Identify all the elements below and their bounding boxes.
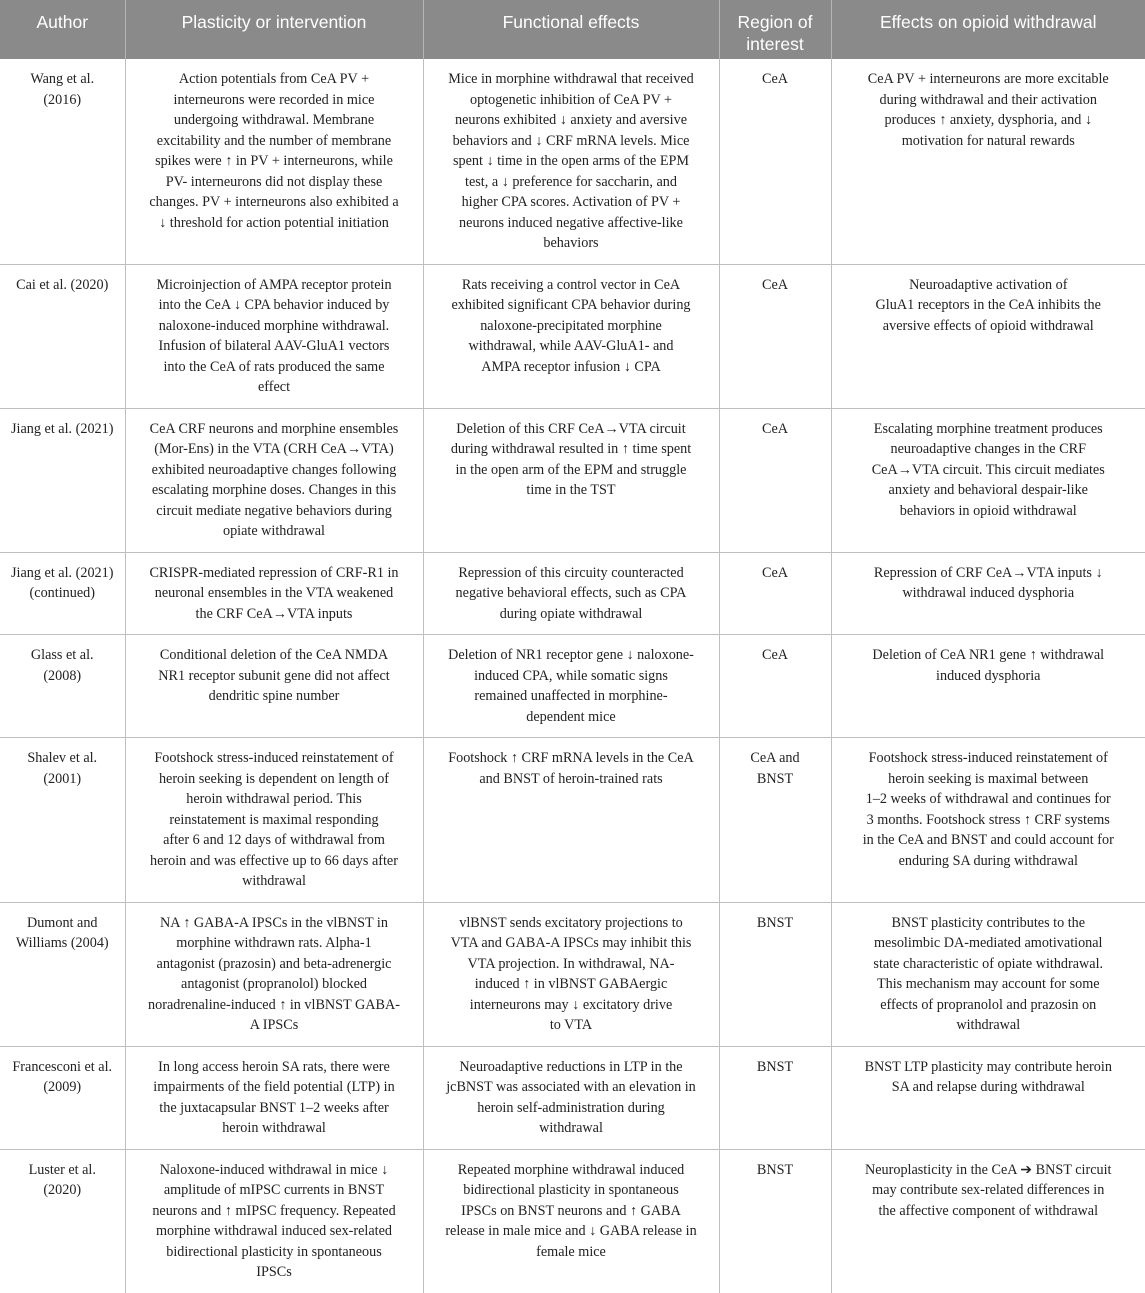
cell-text-line: neuronal ensembles in the VTA weakened xyxy=(154,585,394,601)
table-row xyxy=(0,635,1145,738)
plasticity-cell xyxy=(125,902,423,1046)
functional-effects-cell xyxy=(423,738,719,903)
cell-text-line: Neuroadaptive reductions in LTP in the xyxy=(459,1058,683,1075)
withdrawal-effects-cell xyxy=(831,264,1145,408)
region-cell xyxy=(719,738,831,903)
table-row xyxy=(0,902,1145,1046)
cell-text-line: Footshock ↑ CRF mRNA levels in the CeA xyxy=(448,750,694,766)
functional-effects-cell xyxy=(423,408,719,552)
cell-text-line: Dumont and xyxy=(26,914,98,931)
table-row xyxy=(0,1149,1145,1293)
cell-text-line: CeA PV + interneurons are more excitable xyxy=(867,71,1109,87)
region-cell xyxy=(719,1149,831,1293)
cell-text-line: Neuroplasticity in the CeA ➔ BNST circuit xyxy=(865,1161,1112,1178)
cell-text-line: the juxtacapsular BNST 1–2 weeks after xyxy=(159,1099,389,1116)
author-cell xyxy=(0,552,125,635)
table-row xyxy=(0,59,1145,264)
region-cell xyxy=(719,552,831,635)
withdrawal-effects-cell xyxy=(831,635,1145,738)
cell-text-line: Wang et al. xyxy=(30,71,95,87)
cell-text-line: 3 months. Footshock stress ↑ CRF systems xyxy=(866,811,1110,828)
cell-text-line: BNST xyxy=(756,914,794,931)
header-plasticity: Plasticity or intervention xyxy=(125,0,423,59)
cell-text-line: Action potentials from CeA PV + xyxy=(178,71,370,87)
cell-text-line: remained unaffected in morphine- xyxy=(474,688,668,704)
author-cell xyxy=(0,1046,125,1149)
cell-text-line: heroin seeking is maximal between xyxy=(888,770,1089,787)
cell-text-line: enduring SA during withdrawal xyxy=(898,852,1078,869)
cell-text-line: CeA xyxy=(761,564,788,581)
cell-text-line: NA ↑ GABA-A IPSCs in the vlBNST in xyxy=(160,914,388,931)
cell-text-line: Deletion of this CRF CeA→VTA circuit xyxy=(456,420,686,437)
cell-text-line: withdrawal induced dysphoria xyxy=(902,585,1075,601)
cell-text-line: interneurons may ↓ excitatory drive xyxy=(469,996,673,1013)
cell-text-line: heroin withdrawal xyxy=(222,1120,326,1136)
cell-text-line: (2020) xyxy=(43,1182,82,1198)
cell-text-line: neuroadaptive changes in the CRF xyxy=(890,441,1086,457)
cell-text-line: Footshock stress-induced reinstatement of xyxy=(868,750,1108,766)
cell-text-line: exhibited significant CPA behavior during xyxy=(451,297,691,313)
cell-text-line: test, a ↓ preference for saccharin, and xyxy=(465,173,677,190)
cell-text-line: Microinjection of AMPA receptor protein xyxy=(156,276,392,293)
cell-text-line: Luster et al. xyxy=(28,1161,96,1178)
header-effects-on-withdrawal: Effects on opioid withdrawal xyxy=(831,0,1145,59)
cell-text-line: PV- interneurons did not display these xyxy=(165,173,383,190)
cell-text-line: AMPA receptor infusion ↓ CPA xyxy=(481,358,661,375)
withdrawal-effects-cell xyxy=(831,738,1145,903)
cell-text-line: undergoing withdrawal. Membrane xyxy=(173,112,375,128)
cell-text-line: optogenetic inhibition of CeA PV + xyxy=(469,91,673,108)
functional-effects-cell xyxy=(423,59,719,264)
cell-text-line: BNST plasticity contributes to the xyxy=(891,914,1086,931)
cell-text-line: behaviors in opioid withdrawal xyxy=(899,502,1077,519)
cell-text-line: naloxone-precipitated morphine xyxy=(480,317,662,334)
cell-text-line: the affective component of withdrawal xyxy=(878,1202,1099,1219)
cell-text-line: anxiety and behavioral despair-like xyxy=(888,482,1088,498)
author-cell xyxy=(0,59,125,264)
cell-text-line: induced CPA, while somatic signs xyxy=(474,667,668,684)
cell-text-line: VTA and GABA-A IPSCs may inhibit this xyxy=(450,935,692,951)
region-cell xyxy=(719,1046,831,1149)
cell-text-line: may contribute sex-related differences in xyxy=(872,1182,1105,1198)
plasticity-cell xyxy=(125,1149,423,1293)
cell-text-line: IPSCs xyxy=(256,1264,292,1280)
cell-text-line: circuit mediate negative behaviors during xyxy=(156,502,392,519)
cell-text-line: higher CPA scores. Activation of PV + xyxy=(461,194,681,210)
functional-effects-cell xyxy=(423,1149,719,1293)
cell-text-line: excitability and the number of membrane xyxy=(156,132,392,149)
cell-text-line: mesolimbic DA-mediated amotivational xyxy=(873,935,1103,951)
functional-effects-cell xyxy=(423,635,719,738)
cell-text-line: into the CeA ↓ CPA behavior induced by xyxy=(158,297,390,313)
functional-effects-cell xyxy=(423,902,719,1046)
cell-text-line: (Mor-Ens) in the VTA (CRH CeA→VTA) xyxy=(154,441,394,457)
cell-text-line: withdrawal xyxy=(539,1120,603,1136)
cell-text-line: CeA CRF neurons and morphine ensembles xyxy=(149,420,399,437)
cell-text-line: spent ↓ time in the open arms of the EPM xyxy=(452,153,690,169)
cell-text-line: CeA→VTA circuit. This circuit mediates xyxy=(871,461,1105,478)
cell-text-line: spikes were ↑ in PV + interneurons, while xyxy=(155,153,393,169)
region-cell xyxy=(719,264,831,408)
cell-text-line: Jiang et al. (2021) xyxy=(11,420,114,437)
cell-text-line: impairments of the field potential (LTP) in xyxy=(153,1079,395,1095)
cell-text-line: BNST xyxy=(756,1058,794,1075)
cell-text-line: Francesconi et al. xyxy=(12,1058,113,1075)
plasticity-cell xyxy=(125,635,423,738)
cell-text-line: behaviors xyxy=(543,235,599,251)
cell-text-line: changes. PV + interneurons also exhibited a xyxy=(149,194,399,210)
functional-effects-cell xyxy=(423,552,719,635)
cell-text-line: CRISPR-mediated repression of CRF-R1 in xyxy=(149,564,399,581)
cell-text-line: IPSCs on BNST neurons and ↑ GABA xyxy=(461,1202,681,1219)
plasticity-cell xyxy=(125,59,423,264)
cell-text-line: Footshock stress-induced reinstatement of xyxy=(154,750,394,766)
cell-text-line: NR1 receptor subunit gene did not affect xyxy=(158,667,390,684)
cell-text-line: state characteristic of opiate withdrawal. xyxy=(873,955,1104,972)
cell-text-line: Neuroadaptive activation of xyxy=(909,276,1068,293)
withdrawal-effects-cell xyxy=(831,59,1145,264)
cell-text-line: Conditional deletion of the CeA NMDA xyxy=(159,647,389,663)
cell-text-line: jcBNST was associated with an elevation in xyxy=(446,1079,696,1095)
plasticity-cell xyxy=(125,1046,423,1149)
cell-text-line: withdrawal, while AAV-GluA1- and xyxy=(468,338,674,354)
withdrawal-effects-cell xyxy=(831,552,1145,635)
table-row xyxy=(0,264,1145,408)
plasticity-cell xyxy=(125,738,423,903)
cell-text-line: In long access heroin SA rats, there were xyxy=(158,1058,390,1075)
cell-text-line: CeA xyxy=(761,71,788,87)
cell-text-line: during withdrawal resulted in ↑ time spent xyxy=(450,441,692,457)
cell-text-line: (continued) xyxy=(29,585,95,601)
cell-text-line: neurons and ↑ mIPSC frequency. Repeated xyxy=(152,1202,396,1219)
cell-text-line: (2008) xyxy=(43,667,82,684)
author-cell xyxy=(0,264,125,408)
cell-text-line: in the CeA and BNST and could account for xyxy=(862,832,1114,848)
cell-text-line: Escalating morphine treatment produces xyxy=(873,420,1103,437)
cell-text-line: Repression of CRF CeA→VTA inputs ↓ xyxy=(873,564,1103,581)
functional-effects-cell xyxy=(423,264,719,408)
cell-text-line: release in male mice and ↓ GABA release in xyxy=(445,1223,697,1239)
cell-text-line: BNST xyxy=(756,770,794,787)
cell-text-line: Jiang et al. (2021) xyxy=(11,564,114,581)
region-cell xyxy=(719,59,831,264)
cell-text-line: bidirectional plasticity in spontaneous xyxy=(166,1243,382,1260)
cell-text-line: ↓ threshold for action potential initiation xyxy=(159,214,389,231)
cell-text-line: Naloxone-induced withdrawal in mice ↓ xyxy=(159,1161,389,1178)
cell-text-line: morphine withdrawn rats. Alpha-1 xyxy=(176,935,372,951)
cell-text-line: Williams (2004) xyxy=(15,935,109,951)
cell-text-line: VTA projection. In withdrawal, NA- xyxy=(467,955,675,972)
cell-text-line: noradrenaline-induced ↑ in vlBNST GABA- xyxy=(148,996,400,1013)
cell-text-line: heroin withdrawal period. This xyxy=(186,791,362,807)
withdrawal-effects-cell xyxy=(831,408,1145,552)
table-row xyxy=(0,738,1145,903)
cell-text-line: negative behavioral effects, such as CPA xyxy=(455,585,687,601)
cell-text-line: CeA xyxy=(761,276,788,293)
cell-text-line: induced dysphoria xyxy=(936,667,1041,684)
region-cell xyxy=(719,902,831,1046)
cell-text-line: motivation for natural rewards xyxy=(901,132,1075,149)
plasticity-cell xyxy=(125,552,423,635)
cell-text-line: 1–2 weeks of withdrawal and continues for xyxy=(865,791,1111,807)
cell-text-line: aversive effects of opioid withdrawal xyxy=(882,317,1094,334)
cell-text-line: dependent mice xyxy=(526,708,616,725)
cell-text-line: amplitude of mIPSC currents in BNST xyxy=(163,1182,385,1198)
cell-text-line: Glass et al. xyxy=(30,647,94,663)
header-row xyxy=(0,0,1145,59)
cell-text-line: produces ↑ anxiety, dysphoria, and ↓ xyxy=(884,112,1092,128)
cell-text-line: naloxone-induced morphine withdrawal. xyxy=(158,317,390,334)
cell-text-line: escalating morphine doses. Changes in this xyxy=(151,482,397,498)
table-row xyxy=(0,552,1145,635)
cell-text-line: morphine withdrawal induced sex-related xyxy=(156,1223,392,1239)
cell-text-line: antagonist (propranolol) blocked xyxy=(181,976,367,992)
cell-text-line: Cai et al. (2020) xyxy=(16,276,109,293)
cell-text-line: Rats receiving a control vector in CeA xyxy=(461,276,681,293)
cell-text-line: neurons exhibited ↓ anxiety and aversive xyxy=(454,112,688,128)
cell-text-line: Infusion of bilateral AAV-GluA1 vectors xyxy=(158,338,390,354)
cell-text-line: dendritic spine number xyxy=(208,688,340,704)
cell-text-line: to VTA xyxy=(549,1017,593,1033)
cell-text-line: time in the TST xyxy=(526,482,616,498)
cell-text-line: exhibited neuroadaptive changes following xyxy=(151,461,397,478)
cell-text-line: effects of propranolol and prazosin on xyxy=(880,996,1097,1013)
cell-text-line: CeA xyxy=(761,647,788,663)
cell-text-line: BNST xyxy=(756,1161,794,1178)
cell-text-line: in the open arm of the EPM and struggle xyxy=(455,461,687,478)
cell-text-line: Repression of this circuity counteracted xyxy=(458,564,684,581)
cell-text-line: GluA1 receptors in the CeA inhibits the xyxy=(875,297,1101,313)
cell-text-line: This mechanism may account for some xyxy=(876,976,1100,992)
cell-text-line: Shalev et al. xyxy=(27,750,98,766)
table-row xyxy=(0,1046,1145,1149)
cell-text-line: withdrawal xyxy=(956,1017,1021,1033)
cell-text-line: induced ↑ in vlBNST GABAergic xyxy=(474,976,668,992)
cell-text-line: Mice in morphine withdrawal that received xyxy=(448,71,694,87)
cell-text-line: bidirectional plasticity in spontaneous xyxy=(463,1182,679,1198)
cell-text-line: (2009) xyxy=(43,1079,82,1095)
plasticity-cell xyxy=(125,408,423,552)
cell-text-line: A IPSCs xyxy=(249,1017,299,1033)
cell-text-line: during opiate withdrawal xyxy=(499,605,643,622)
region-cell xyxy=(719,408,831,552)
cell-text-line: after 6 and 12 days of withdrawal from xyxy=(163,832,385,848)
author-cell xyxy=(0,408,125,552)
cell-text-line: heroin seeking is dependent on length of xyxy=(158,770,390,787)
author-cell xyxy=(0,738,125,903)
header-author: Author xyxy=(0,0,125,59)
cell-text-line: effect xyxy=(257,379,291,395)
cell-text-line: CeA and xyxy=(750,750,800,766)
cell-text-line: SA and relapse during withdrawal xyxy=(891,1079,1085,1095)
cell-text-line: behaviors and ↓ CRF mRNA levels. Mice xyxy=(452,132,690,149)
author-cell xyxy=(0,635,125,738)
region-cell xyxy=(719,635,831,738)
withdrawal-effects-cell xyxy=(831,1149,1145,1293)
cell-text-line: antagonist (prazosin) and beta-adrenergic xyxy=(156,955,392,972)
cell-text-line: the CRF CeA→VTA inputs xyxy=(195,605,353,622)
cell-text-line: withdrawal xyxy=(242,873,306,889)
author-cell xyxy=(0,1149,125,1293)
cell-text-line: vlBNST sends excitatory projections to xyxy=(459,914,683,931)
cell-text-line: neurons induced negative affective-like xyxy=(459,214,683,231)
cell-text-line: during withdrawal and their activation xyxy=(879,91,1097,108)
cell-text-line: heroin and was effective up to 66 days after xyxy=(150,852,398,869)
cell-text-line: opiate withdrawal xyxy=(222,523,326,539)
cell-text-line: Deletion of NR1 receptor gene ↓ naloxone- xyxy=(448,647,694,663)
cell-text-line: and BNST of heroin-trained rats xyxy=(479,770,663,787)
cell-text-line: into the CeA of rats produced the same xyxy=(163,358,385,375)
cell-text-line: Repeated morphine withdrawal induced xyxy=(457,1161,685,1178)
cell-text-line: BNST LTP plasticity may contribute heroin xyxy=(864,1058,1112,1075)
cell-text-line: heroin self-administration during xyxy=(477,1099,665,1116)
functional-effects-cell xyxy=(423,1046,719,1149)
cell-text-line: reinstatement is maximal responding xyxy=(169,811,379,828)
cell-text-line: female mice xyxy=(536,1243,606,1260)
withdrawal-effects-cell xyxy=(831,1046,1145,1149)
withdrawal-effects-cell xyxy=(831,902,1145,1046)
cell-text-line: (2001) xyxy=(43,770,82,787)
table-row xyxy=(0,408,1145,552)
header-functional-effects: Functional effects xyxy=(423,0,719,59)
author-cell xyxy=(0,902,125,1046)
cell-text-line: Deletion of CeA NR1 gene ↑ withdrawal xyxy=(872,647,1105,663)
plasticity-cell xyxy=(125,264,423,408)
cell-text-line: (2016) xyxy=(43,91,82,108)
header-region: Region of interest xyxy=(719,0,831,59)
cell-text-line: CeA xyxy=(761,420,788,437)
cell-text-line: interneurons were recorded in mice xyxy=(173,91,375,108)
